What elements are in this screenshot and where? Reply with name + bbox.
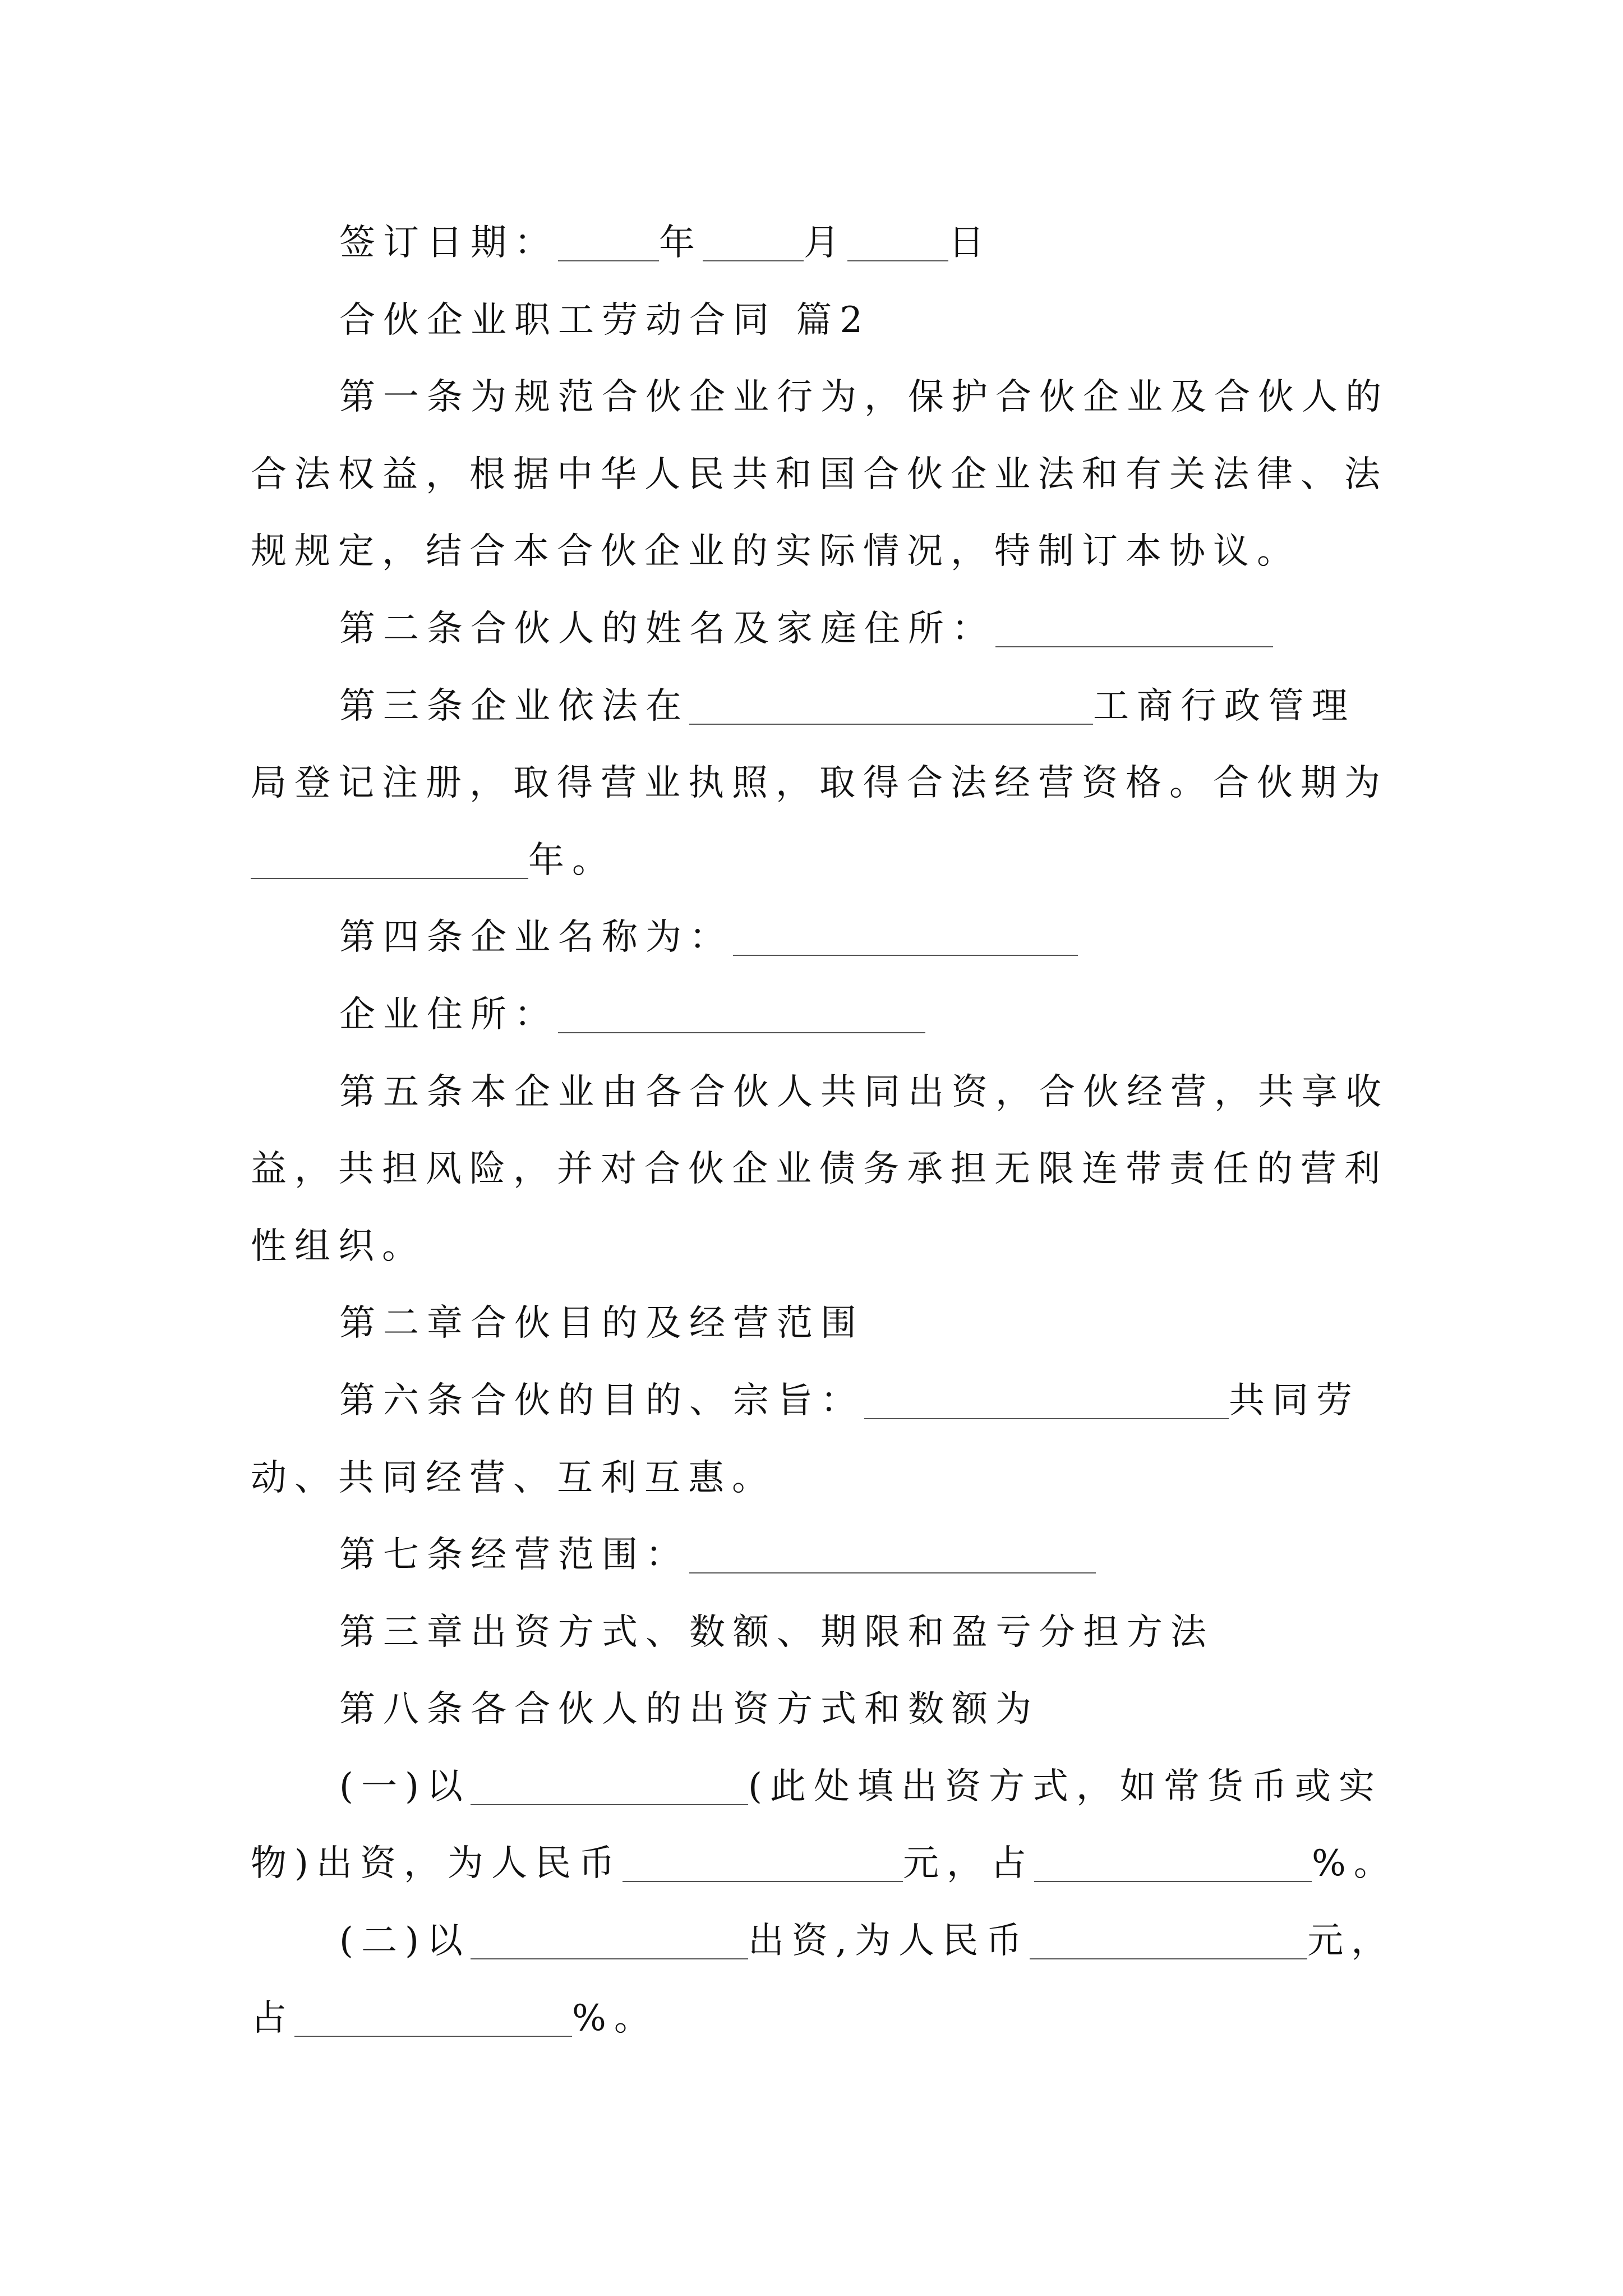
line-text: 第二条合伙人的姓名及家庭住所： xyxy=(339,608,995,650)
paragraph-line xyxy=(251,1980,1541,2058)
paragraph-line xyxy=(251,745,1541,822)
paragraph-line xyxy=(251,1749,1541,1826)
paragraph-line xyxy=(251,1671,1541,1749)
line-text: 局登记注册，取得营业执照，取得合法经营资格。合伙期为 xyxy=(251,762,1388,804)
paragraph-line xyxy=(251,1825,1541,1903)
fill-in-blank xyxy=(558,1032,925,1033)
fill-in-blank xyxy=(995,646,1273,647)
line-text: (一)以 xyxy=(339,1765,471,1807)
paragraph-line xyxy=(251,1517,1541,1594)
fill-in-blank xyxy=(847,260,948,261)
fill-in-blank xyxy=(251,877,528,879)
line-text: 第一条为规范合伙企业行为，保护合伙企业及合伙人的 xyxy=(339,376,1389,418)
fill-in-blank xyxy=(703,260,804,261)
line-text: 第二章合伙目的及经营范围 xyxy=(339,1303,864,1345)
fill-in-blank xyxy=(733,954,1078,956)
line-text: (此处填出资方式，如常货币或实 xyxy=(748,1765,1382,1807)
paragraph-line xyxy=(251,1131,1541,1208)
signing-date-line xyxy=(251,205,1541,282)
paragraph-line xyxy=(251,899,1541,977)
line-text: 合伙企业职工劳动合同 篇2 xyxy=(339,299,871,341)
paragraph-line xyxy=(251,1208,1541,1286)
fill-in-blank xyxy=(689,723,1093,725)
fill-in-blank xyxy=(558,260,659,261)
paragraph-line xyxy=(251,822,1541,900)
paragraph-line xyxy=(251,591,1541,668)
line-text: 占 xyxy=(251,1997,294,2039)
line-text: 元，占 xyxy=(902,1843,1034,1885)
line-text: 第四条企业名称为： xyxy=(339,917,733,959)
line-text: 第八条各合伙人的出资方式和数额为 xyxy=(339,1688,1039,1731)
line-text: %。 xyxy=(1311,1843,1398,1885)
line-text: 共同劳 xyxy=(1229,1379,1360,1421)
line-text: 动、共同经营、互利互惠。 xyxy=(251,1457,776,1499)
fill-in-blank xyxy=(471,1958,748,1959)
fill-in-blank xyxy=(864,1418,1229,1419)
chapter-heading xyxy=(251,1594,1541,1672)
line-text: 第五条本企业由各合伙人共同出资，合伙经营，共享收 xyxy=(339,1071,1389,1113)
paragraph-line xyxy=(251,1054,1541,1131)
line-text: 签订日期： xyxy=(339,222,558,264)
fill-in-blank xyxy=(1034,1880,1312,1882)
paragraph-line xyxy=(251,977,1541,1054)
line-text: 性组织。 xyxy=(251,1225,426,1267)
line-text: 日 xyxy=(948,222,992,264)
line-text: 企业住所： xyxy=(339,993,558,1036)
line-text: 月 xyxy=(804,222,847,264)
line-text: 第七条经营范围： xyxy=(339,1534,689,1576)
fill-in-blank xyxy=(471,1803,748,1805)
fill-in-blank xyxy=(623,1880,903,1882)
fill-in-blank xyxy=(1030,1958,1307,1959)
line-text: 第六条合伙的目的、宗旨： xyxy=(339,1379,864,1421)
line-text: 合法权益，根据中华人民共和国合伙企业法和有关法律、法 xyxy=(251,453,1388,495)
line-text: 规规定，结合本合伙企业的实际情况，特制订本协议。 xyxy=(251,531,1301,573)
line-text: 益，共担风险，并对合伙企业债务承担无限连带责任的营利 xyxy=(251,1148,1388,1190)
section-title xyxy=(251,282,1541,360)
line-text: 工商行政管理 xyxy=(1093,685,1355,727)
paragraph-line xyxy=(251,1363,1541,1440)
line-text: 物)出资，为人民币 xyxy=(251,1843,623,1885)
document-body xyxy=(251,205,1541,2057)
paragraph-line xyxy=(251,1440,1541,1517)
line-text: 第三条企业依法在 xyxy=(339,685,689,727)
line-text: 第三章出资方式、数额、期限和盈亏分担方法 xyxy=(339,1611,1214,1653)
paragraph-line xyxy=(251,1903,1541,1980)
line-text: 年 xyxy=(659,222,703,264)
chapter-heading xyxy=(251,1285,1541,1363)
line-text: 年。 xyxy=(528,839,616,881)
paragraph-line xyxy=(251,668,1541,746)
paragraph-line xyxy=(251,513,1541,591)
line-text: 出资,为人民币 xyxy=(748,1920,1030,1962)
line-text: (二)以 xyxy=(339,1920,471,1962)
fill-in-blank xyxy=(294,2035,572,2037)
line-text: %。 xyxy=(572,1997,658,2039)
paragraph-line xyxy=(251,359,1541,436)
line-text: 元， xyxy=(1307,1920,1395,1962)
fill-in-blank xyxy=(689,1572,1096,1573)
paragraph-line xyxy=(251,436,1541,514)
